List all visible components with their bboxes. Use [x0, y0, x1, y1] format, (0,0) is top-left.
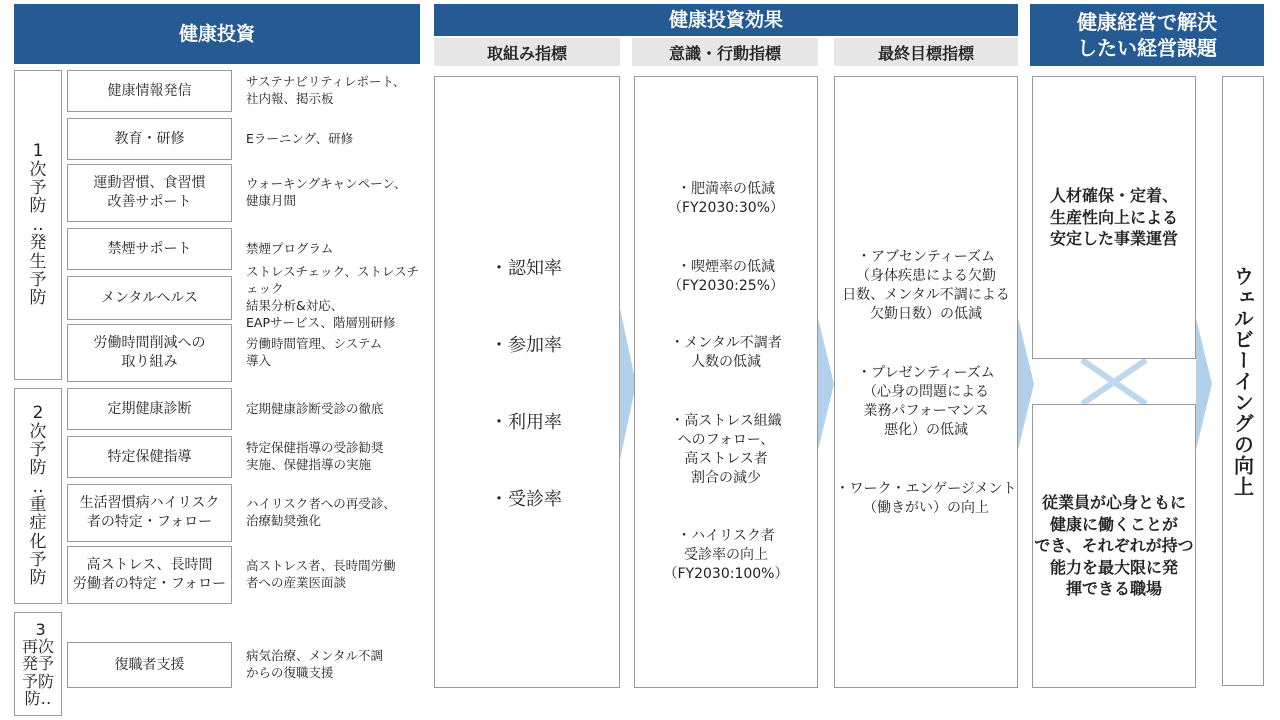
- prevention-char: 防: [29, 458, 47, 479]
- investment-item-description: 定期健康診断受診の徹底: [246, 400, 384, 416]
- final-metric-presenteeism: ・プレゼンティーズム （心身の問題による 業務パフォーマンス 悪化）の低減: [857, 365, 995, 438]
- awareness-metric-highrisk: ・ハイリスク者 受診率の向上 （FY2030:100%）: [663, 528, 789, 582]
- awareness-metric-mental: ・メンタル不調者 人数の低減: [670, 335, 782, 370]
- investment-item-description: 労働時間管理、システム 導入: [246, 336, 383, 368]
- final-metric-engagement: ・ワーク・エンゲージメント （働きがい）の向上: [835, 481, 1017, 516]
- prevention-char: 2: [32, 403, 44, 424]
- prevention-char: 3: [30, 619, 46, 639]
- prevention-char: 次: [29, 421, 47, 442]
- metric-usage-rate: ・利用率: [490, 412, 562, 433]
- investment-item-description: サステナビリティレポート、 社内報、掲示板: [246, 74, 406, 106]
- investment-item-description: ハイリスク者への再受診、 治療勧奨強化: [246, 496, 396, 528]
- investment-item: メンタルヘルス: [67, 276, 232, 320]
- prevention-char: ‥: [32, 214, 44, 235]
- prevention-char: 予: [29, 269, 47, 290]
- metric-checkup-rate: ・受診率: [490, 489, 562, 510]
- prevention-char: ‥: [32, 476, 44, 497]
- prevention-char: 1: [32, 141, 44, 162]
- investment-item: 健康情報発信: [67, 70, 232, 112]
- investment-item-description: ストレスチェック、ストレスチェック 結果分析&対応、 EAPサービス、階層別研修: [246, 264, 419, 330]
- prevention-char: 予: [29, 178, 47, 199]
- prevention-char: 化: [29, 531, 47, 552]
- awareness-metric-stress: ・高ストレス組織 へのフォロー、 高ストレス者 割合の減少: [670, 413, 782, 486]
- prevention-char: 予: [29, 550, 47, 571]
- investment-item: 教育・研修: [67, 118, 232, 160]
- investment-header: 健康投資: [14, 4, 420, 64]
- issue-business-operation: 人材確保・定着、 生産性向上による 安定した事業運営: [1032, 76, 1196, 359]
- metric-participation-rate: ・参加率: [490, 335, 562, 356]
- awareness-column: [634, 76, 818, 688]
- initiative-column: [434, 76, 620, 688]
- final-metric-absenteeism: ・アブセンティーズム （身体疾患による欠勤 日数、メンタル不調による 欠勤日数）の低減: [842, 249, 1010, 322]
- investment-item-description: 禁煙プログラム: [246, 240, 334, 256]
- prevention-char: 防: [29, 288, 47, 309]
- investment-item-description: ウォーキングキャンペーン、 健康月間: [246, 176, 407, 208]
- prevention-char: 防‥: [24, 688, 52, 708]
- investment-item: 禁煙サポート: [67, 228, 232, 270]
- prevention-char: 防: [29, 196, 47, 217]
- awareness-subheader: 意識・行動指標: [632, 38, 818, 66]
- investment-item-description: 病気治療、メンタル不調 からの復職支援: [246, 648, 384, 680]
- investment-item-description: 特定保健指導の受診勧奨 実施、保健指導の実施: [246, 440, 384, 472]
- investment-item-description: 高ストレス者、長時間労働 者への産業医面談: [246, 558, 396, 590]
- arrow-2: [818, 318, 834, 450]
- prevention-char: 発予: [21, 654, 54, 674]
- issue-workplace: 従業員が心身ともに 健康に働くことが でき、それぞれが持つ 能力を最大限に発 揮できる職場: [1032, 404, 1196, 688]
- investment-item: 高ストレス、長時間 労働者の特定・フォロー: [67, 546, 232, 604]
- metric-awareness-rate: ・認知率: [490, 258, 562, 279]
- prevention-char: 症: [29, 513, 47, 534]
- prevention-char: 再次: [21, 637, 54, 657]
- investment-item: 特定保健指導: [67, 436, 232, 478]
- investment-item: 復職者支援: [67, 642, 232, 688]
- issues-header: 健康経営で解決 したい経営課題: [1030, 4, 1264, 66]
- investment-item: 生活習慣病ハイリスク 者の特定・フォロー: [67, 484, 232, 542]
- effect-header: 健康投資効果: [434, 4, 1018, 36]
- investment-item: 定期健康診断: [67, 388, 232, 430]
- investment-item-description: Eラーニング、研修: [246, 130, 354, 146]
- prevention-char: 発: [29, 233, 47, 254]
- awareness-metric-obesity: ・肥満率の低減 （FY2030:30%）: [667, 181, 785, 216]
- prevention-char: 生: [29, 251, 47, 272]
- prevention-char: 重: [29, 495, 47, 515]
- prevention-char: 防: [29, 568, 47, 589]
- prevention-char: 予防: [21, 671, 54, 691]
- prevention-char: 予: [29, 439, 47, 460]
- investment-item: 運動習慣、食習慣 改善サポート: [67, 164, 232, 222]
- arrow-4: [1196, 318, 1212, 450]
- prevention-char: 次: [29, 159, 47, 180]
- awareness-metric-smoking: ・喫煙率の低減 （FY2030:25%）: [667, 259, 785, 294]
- final-subheader: 最終目標指標: [834, 38, 1018, 66]
- initiative-subheader: 取組み指標: [434, 38, 620, 66]
- wellbeing-goal: ウェルビーイングの向上: [1222, 76, 1264, 686]
- investment-item: 労働時間削減への 取り組み: [67, 324, 232, 382]
